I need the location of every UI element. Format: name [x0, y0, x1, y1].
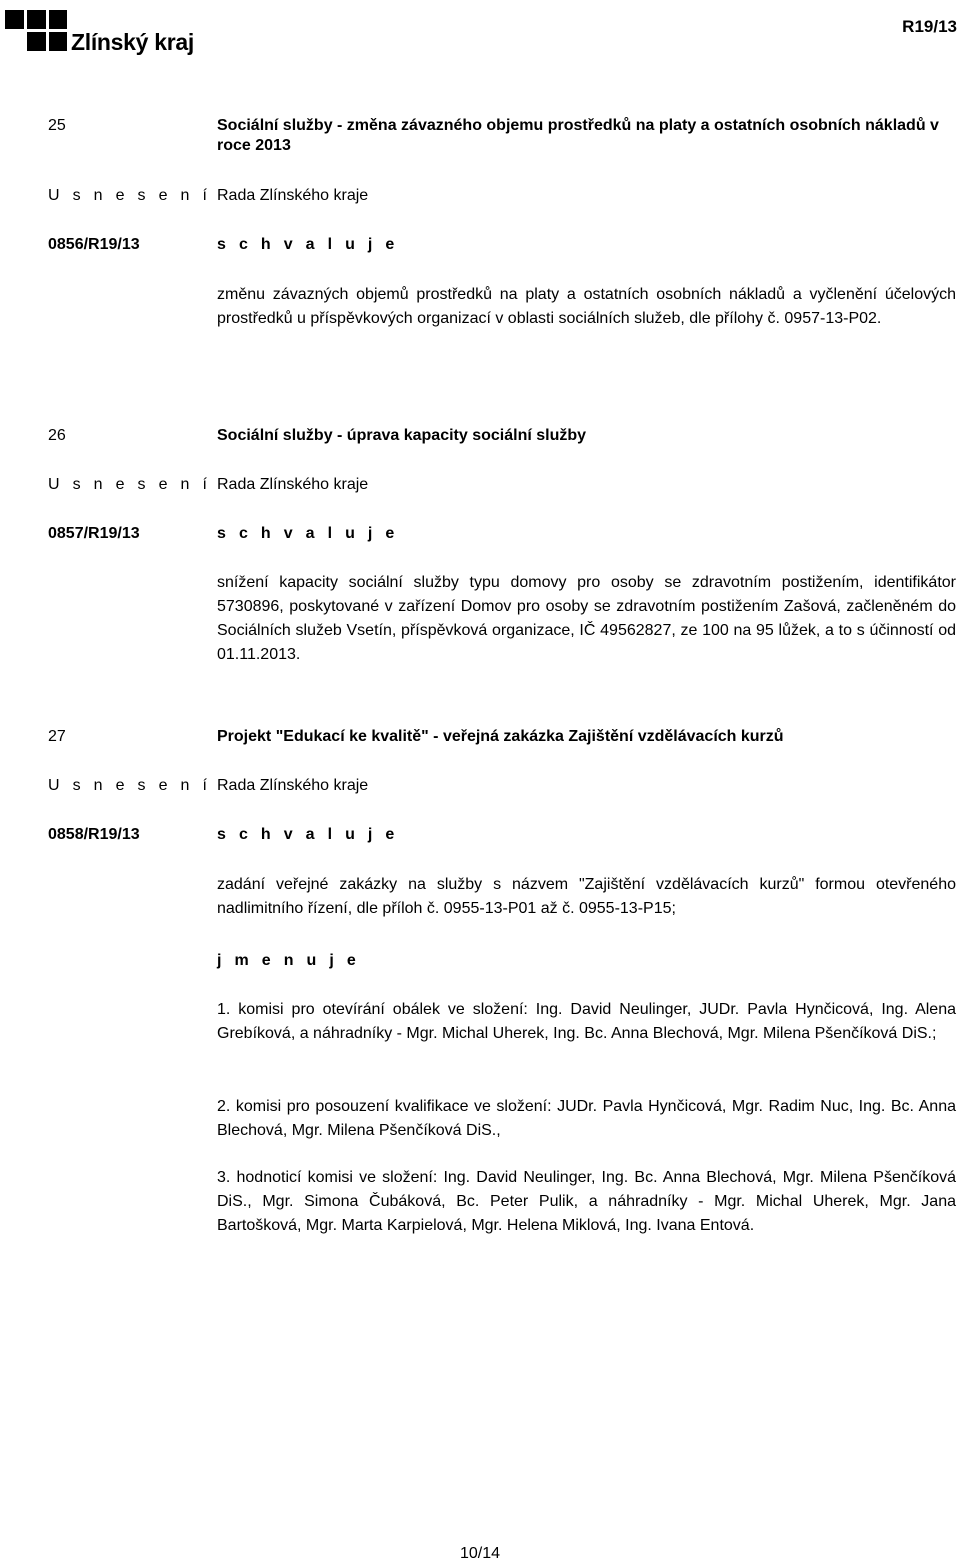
authority: Rada Zlínského kraje: [217, 777, 369, 794]
list-item: 3. hodnoticí komisi ve složení: Ing. David Neulinger, Ing. Bc. Anna Blechová, Mgr. Milena Pšenčíková DiS., Mgr. Simona Čubáková, Bc. Peter Pulik, a náhradníky - Mgr. Michal Uherek, Mgr. Jana Bartošková, Mgr. Marta Karpielová, Mgr. Helena Miklová, Ing. Ivana Entová.: [217, 1169, 956, 1234]
page-number: 10/14: [459, 1545, 501, 1562]
resolution-number: 0857/R19/13: [48, 525, 140, 542]
resolution-text: zadání veřejné zakázky na služby s názvem "Zajištění vzdělávacích kurzů" formou otevřeného nadlimitního řízení, dle příloh č. 0955-13-P01 až č. 0955-13-P15;: [217, 876, 956, 917]
usneseni-label: U s n e s e n í: [48, 476, 212, 493]
usneseni-label: U s n e s e n í: [48, 777, 212, 794]
logo-squares-icon: [5, 7, 67, 55]
authority: Rada Zlínského kraje: [217, 187, 369, 204]
item-number: 26: [48, 427, 66, 444]
item-title: Projekt "Edukací ke kvalitě" - veřejná zakázka Zajištění vzdělávacích kurzů: [217, 728, 784, 745]
resolution-verb-appoints: j m e n u j e: [217, 952, 361, 969]
resolution-verb: s c h v a l u j e: [217, 826, 399, 843]
authority: Rada Zlínského kraje: [217, 476, 369, 493]
item-number: 27: [48, 728, 66, 745]
item-title: Sociální služby - změna závazného objemu prostředků na platy a ostatních osobních nákladů v roce 2013: [217, 117, 939, 154]
resolution-text: snížení kapacity sociální služby typu domovy pro osoby se zdravotním postižením, identifikátor 5730896, poskytované v zařízení Domov pro osoby se zdravotním postižením Zašová, začleněném do Sociálních služeb Vsetín, příspěvková organizace, IČ 49562827, ze 100 na 95 lůžek, a to s účinností od 01.11.2013.: [217, 574, 956, 663]
logo-text: Zlínský kraj: [71, 29, 194, 55]
resolution-number: 0858/R19/13: [48, 826, 140, 843]
list-item: 1. komisi pro otevírání obálek ve složení: Ing. David Neulinger, JUDr. Pavla Hynčicová, Ing. Alena Grebíková, a náhradníky - Mgr. Michal Uherek, Ing. Bc. Anna Blechová, Mgr. Milena Pšenčíková DiS.;: [217, 1001, 956, 1042]
item-number: 25: [48, 117, 66, 134]
resolution-verb: s c h v a l u j e: [217, 525, 399, 542]
list-item: 2. komisi pro posouzení kvalifikace ve složení: JUDr. Pavla Hynčicová, Mgr. Radim Nuc, Ing. Bc. Anna Blechová, Mgr. Milena Pšenčíková DiS.,: [217, 1098, 956, 1139]
resolution-text: změnu závazných objemů prostředků na platy a ostatních osobních nákladů a vyčlenění účelových prostředků u příspěvkových organizací v oblasti sociálních služeb, dle přílohy č. 0957-13-P02.: [217, 286, 956, 327]
resolution-number: 0856/R19/13: [48, 236, 140, 253]
item-title: Sociální služby - úprava kapacity sociální služby: [217, 427, 587, 444]
resolution-verb: s c h v a l u j e: [217, 236, 399, 253]
document-code: R19/13: [902, 17, 957, 36]
usneseni-label: U s n e s e n í: [48, 187, 212, 204]
